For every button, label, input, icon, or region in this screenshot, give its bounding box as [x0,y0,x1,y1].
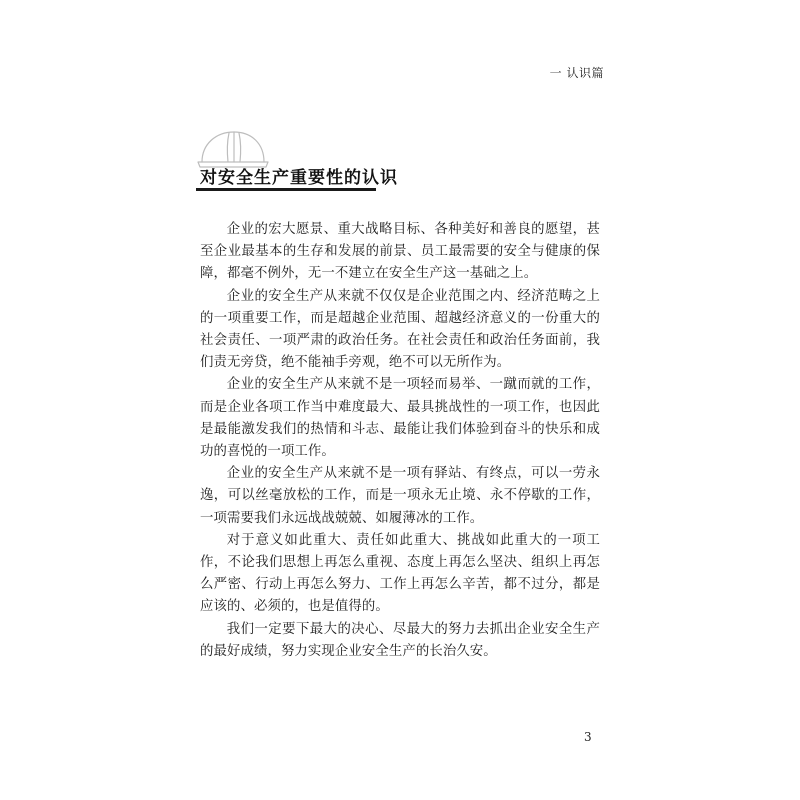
paragraph: 企业的宏大愿景、重大战略目标、各种美好和善良的愿望，甚至企业最基本的生存和发展的前景、员工最需要的安全与健康的保障，都毫不例外，无一不建立在安全生产这一基础之上。 [200,222,600,282]
title-underline [196,188,376,191]
paragraph: 我们一定要下最大的决心、尽最大的努力去抓出企业安全生产的最好成绩，努力实现企业安全生产的长治久安。 [200,621,600,659]
paragraph: 企业的安全生产从来就不是一项轻而易举、一蹴而就的工作，而是企业各项工作当中难度最大、最具挑战性的一项工作，也因此是最能激发我们的热情和斗志、最能让我们体验到奋斗的快乐和成功的喜悦的一项工作。 [200,377,600,460]
running-header: 一 认识篇 [549,66,604,80]
paragraph: 企业的安全生产从来就不仅仅是企业范围之内、经济范畴之上的一项重要工作，而是超越企业范围、超越经济意义的一份重大的社会责任、一项严肃的政治任务。在社会责任和政治任务面前，我们责无旁贷，绝不能袖手旁观，绝不可以无所作为。 [200,288,600,371]
paragraph: 企业的安全生产从来就不是一项有驿站、有终点，可以一劳永逸，可以丝毫放松的工作，而是一项永无止境、永不停歇的工作，一项需要我们永远战战兢兢、如履薄冰的工作。 [200,466,600,526]
body-text [200,219,600,663]
section-title: 对安全生产重要性的认识 [200,168,398,188]
page-number: 3 [584,730,592,744]
paragraph: 对于意义如此重大、责任如此重大、挑战如此重大的一项工作，不论我们思想上再怎么重视、态度上再怎么坚决、组织上再怎么严密、行动上再怎么努力、工作上再怎么辛苦，都不过分，都是应该的、必须的，也是值得的。 [200,532,600,615]
